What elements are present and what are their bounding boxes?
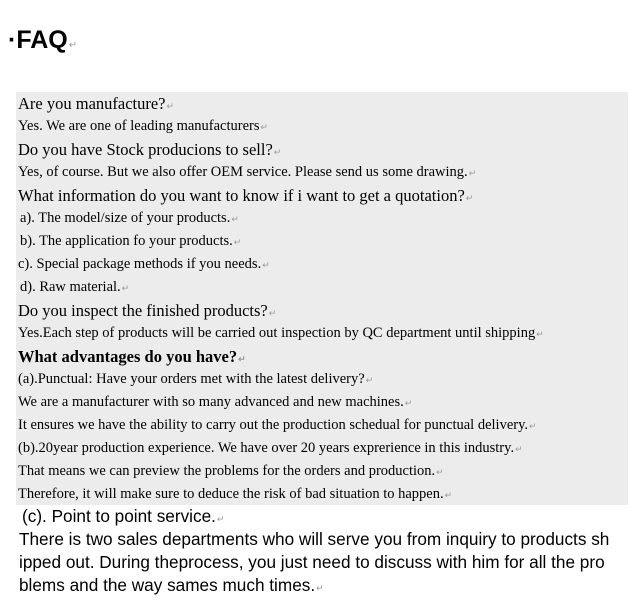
service-block [16, 505, 630, 597]
faq-line-text: (b).20year production experience. We have over 20 years exprerience in this industry. [18, 440, 515, 456]
faq-answer [16, 414, 628, 437]
paragraph-mark-icon: ↵ [233, 237, 242, 247]
faq-line-text: Yes, of course. But we also offer OEM service. Please send us some drawing. [18, 164, 468, 180]
paragraph-mark-icon: ↵ [273, 147, 282, 157]
faq-line-text: Therefore, it will make sure to deduce the risk of bad situation to happen. [18, 486, 444, 502]
faq-line-text: It ensures we have the ability to carry out the production schedual for punctual delivery. [18, 417, 529, 433]
faq-line-text: Yes. We are one of leading manufacturers [18, 118, 260, 134]
paragraph-mark-icon: ↵ [268, 308, 277, 318]
faq-line-text: What advantages do you have? [18, 347, 238, 366]
faq-answer [16, 276, 628, 299]
service-line-text: blems and the way sames much times. [19, 575, 316, 595]
service-line-text: (c). Point to point service. [22, 506, 216, 526]
faq-line-text: We are a manufacturer with so many advanced and new machines. [18, 394, 404, 410]
faq-line-text: b). The application fo your products. [20, 233, 233, 249]
faq-answer [16, 207, 628, 230]
faq-answer [16, 483, 628, 506]
faq-line-text: What information do you want to know if i want to get a quotation? [18, 186, 465, 205]
faq-block [16, 92, 628, 506]
paragraph-mark-icon: ↵ [404, 398, 413, 408]
faq-question [16, 299, 628, 322]
faq-line-text: Yes.Each step of products will be carried out inspection by QC department until shipping [18, 325, 536, 341]
faq-answer [16, 115, 628, 138]
paragraph-mark-icon: ↵ [216, 514, 225, 524]
paragraph-mark-icon: ↵ [536, 329, 544, 339]
faq-answer [16, 322, 628, 345]
paragraph-mark-icon: ↵ [529, 421, 537, 431]
page-heading [8, 20, 77, 66]
faq-line-text: Do you have Stock producions to sell? [18, 140, 273, 159]
paragraph-mark-icon: ↵ [121, 283, 130, 293]
paragraph-mark-icon: ↵ [260, 122, 269, 132]
faq-line-text: (a).Punctual: Have your orders met with the latest delivery? [18, 371, 365, 387]
faq-answer [16, 161, 628, 184]
heading-bullet: · [8, 26, 17, 54]
faq-answer [16, 253, 628, 276]
paragraph-mark-icon: ↵ [515, 444, 523, 454]
faq-answer [16, 437, 628, 460]
heading-title: FAQ [16, 26, 68, 54]
paragraph-mark-icon: ↵ [166, 101, 175, 111]
faq-line-text: Do you inspect the finished products? [18, 301, 268, 320]
faq-line-text: That means we can preview the problems for the orders and production. [18, 463, 436, 479]
faq-question [16, 92, 628, 115]
faq-line-text: Are you manufacture? [18, 94, 166, 113]
faq-question [16, 345, 628, 368]
faq-answer [16, 460, 628, 483]
faq-question [16, 184, 628, 207]
paragraph-mark-icon: ↵ [444, 490, 453, 500]
service-text-line [16, 574, 630, 597]
service-text-line [16, 528, 630, 551]
service-line-text: ipped out. During theprocess, you just need to discuss with him for all the pro [19, 552, 605, 572]
faq-answer [16, 368, 628, 391]
service-heading [16, 505, 630, 528]
service-text-line [16, 551, 630, 574]
service-line-text: There is two sales departments who will serve you from inquiry to products sh [19, 529, 610, 549]
paragraph-mark-icon: ↵ [68, 40, 78, 51]
paragraph-mark-icon: ↵ [468, 168, 477, 178]
faq-line-text: d). Raw material. [20, 279, 121, 295]
faq-line-text: c). Special package methods if you needs. [18, 256, 262, 272]
paragraph-mark-icon: ↵ [436, 467, 444, 477]
faq-answer [16, 391, 628, 414]
paragraph-mark-icon: ↵ [238, 354, 246, 364]
paragraph-mark-icon: ↵ [465, 193, 474, 203]
paragraph-mark-icon: ↵ [365, 375, 374, 385]
faq-question [16, 138, 628, 161]
paragraph-mark-icon: ↵ [316, 583, 324, 593]
paragraph-mark-icon: ↵ [262, 260, 270, 270]
paragraph-mark-icon: ↵ [231, 214, 239, 224]
faq-answer [16, 230, 628, 253]
faq-line-text: a). The model/size of your products. [20, 210, 231, 226]
